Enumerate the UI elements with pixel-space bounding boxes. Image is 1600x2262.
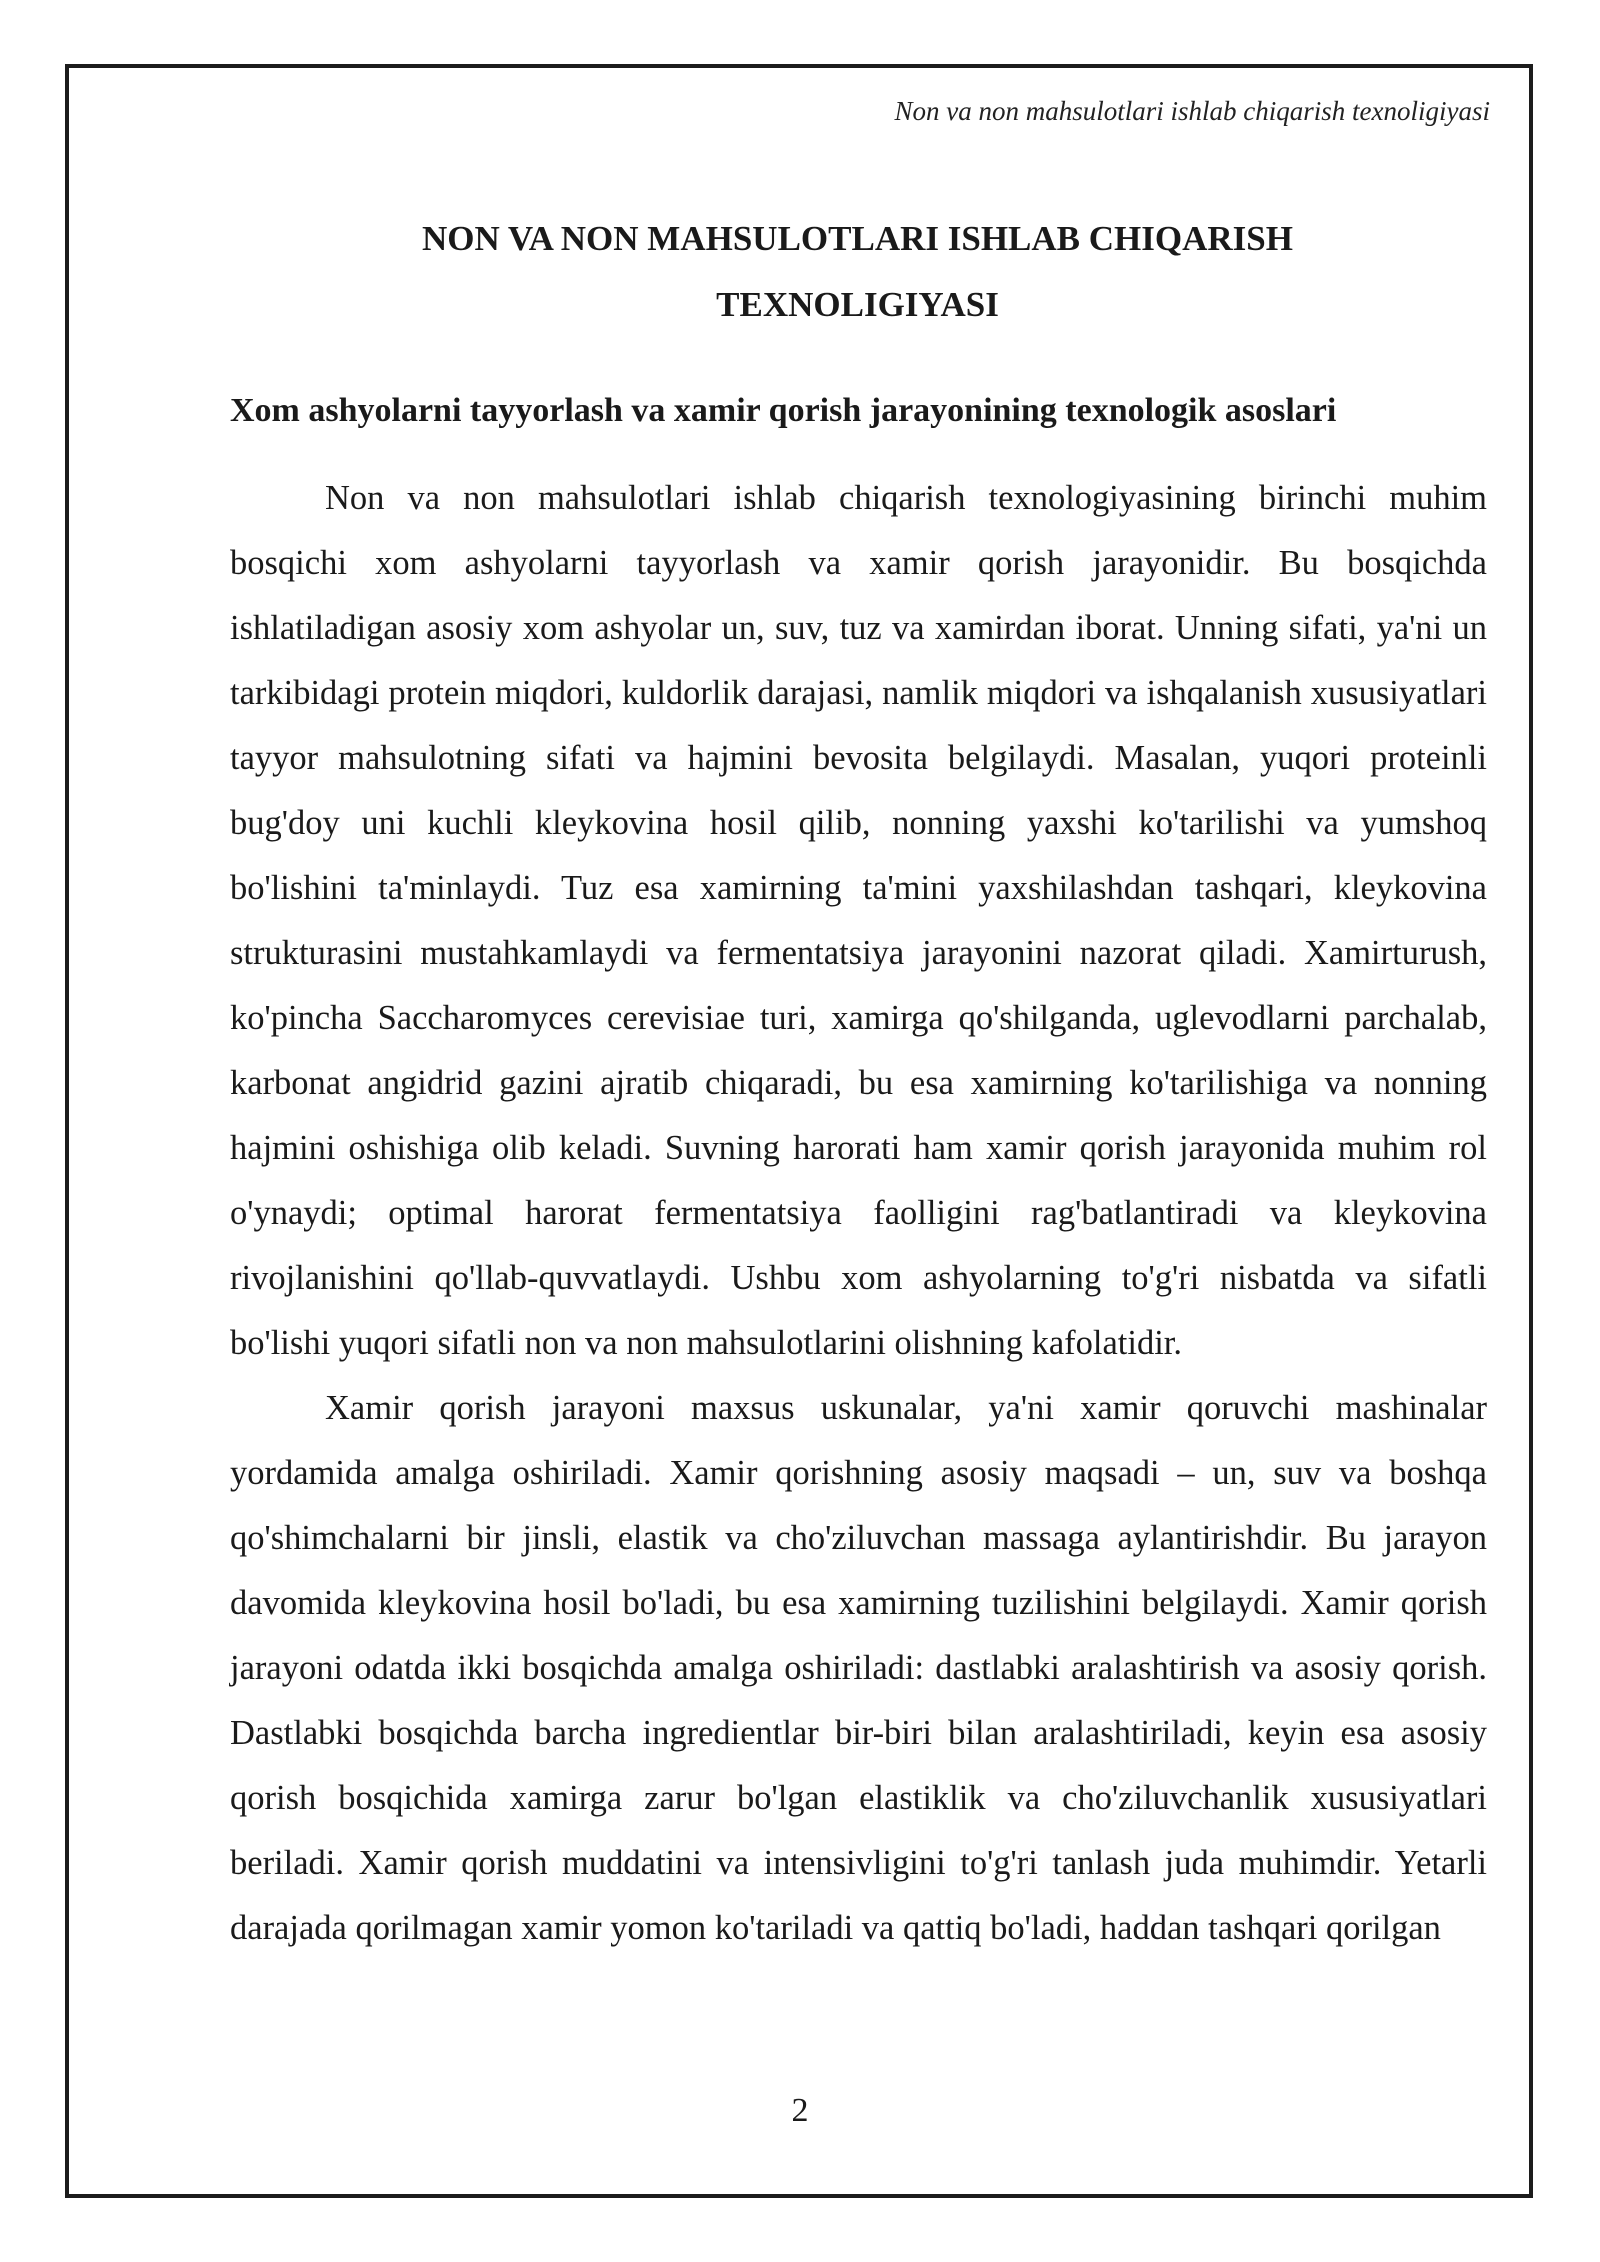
page-number: 2 bbox=[791, 2092, 809, 2129]
document-title-line-2: TEXNOLIGIYASI bbox=[716, 285, 999, 324]
paragraph-2: Xamir qorish jarayoni maxsus uskunalar, ya'ni xamir qoruvchi mashinalar yordamida amalga oshiriladi. Xamir qorishning asosiy maqsadi – un, suv va boshqa qo'shimchalarni bir jinsli, elastik va cho'ziluvchan massaga aylantirishdir. Bu jarayon davomida kleykovina hosil bo'ladi, bu esa xamirning tuzilishini belgilaydi. Xamir qorish jarayoni odatda ikki bosqichda amalga oshiriladi: dastlabki aralashtirish va asosiy qorish. Dastlabki bosqichda barcha ingredientlar bir-biri bilan aralashtiriladi, keyin esa asosiy qorish bosqichida xamirga zarur bo'lgan elastiklik va cho'ziluvchanlik xususiyatlari beriladi. Xamir qorish muddatini va intensivligini to'g'ri tanlash juda muhimdir. Yetarli darajada qorilmagan xamir yomon ko'tariladi va qattiq bo'ladi, haddan tashqari qorilgan bbox=[230, 1389, 1487, 1947]
section-heading: Xom ashyolarni tayyorlash va xamir qorish jarayonining texnologik asoslari bbox=[230, 392, 1337, 429]
running-header: Non va non mahsulotlari ishlab chiqarish texnoligiyasi bbox=[894, 96, 1490, 126]
body-text bbox=[230, 466, 1487, 1961]
document-title bbox=[230, 206, 1485, 338]
document-title-line-1: NON VA NON MAHSULOTLARI ISHLAB CHIQARISH bbox=[422, 219, 1293, 258]
paragraph-1: Non va non mahsulotlari ishlab chiqarish texnologiyasining birinchi muhim bosqichi xom ashyolarni tayyorlash va xamir qorish jarayonidir. Bu bosqichda ishlatiladigan asosiy xom ashyolar un, suv, tuz va xamirdan iborat. Unning sifati, ya'ni un tarkibidagi protein miqdori, kuldorlik darajasi, namlik miqdori va ishqalanish xususiyatlari tayyor mahsulotning sifati va hajmini bevosita belgilaydi. Masalan, yuqori proteinli bug'doy uni kuchli kleykovina hosil qilib, nonning yaxshi ko'tarilishi va yumshoq bo'lishini ta'minlaydi. Tuz esa xamirning ta'mini yaxshilashdan tashqari, kleykovina strukturasini mustahkamlaydi va fermentatsiya jarayonini nazorat qiladi. Xamirturush, ko'pincha Saccharomyces cerevisiae turi, xamirga qo'shilganda, uglevodlarni parchalab, karbonat angidrid gazini ajratib chiqaradi, bu esa xamirning ko'tarilishiga va nonning hajmini oshishiga olib keladi. Suvning harorati ham xamir qorish jarayonida muhim rol o'ynaydi; optimal harorat fermentatsiya faolligini rag'batlantiradi va kleykovina rivojlanishini qo'llab-quvvatlaydi. Ushbu xom ashyolarning to'g'ri nisbatda va sifatli bo'lishi yuqori sifatli non va non mahsulotlarini olishning kafolatidir. bbox=[230, 479, 1487, 1362]
